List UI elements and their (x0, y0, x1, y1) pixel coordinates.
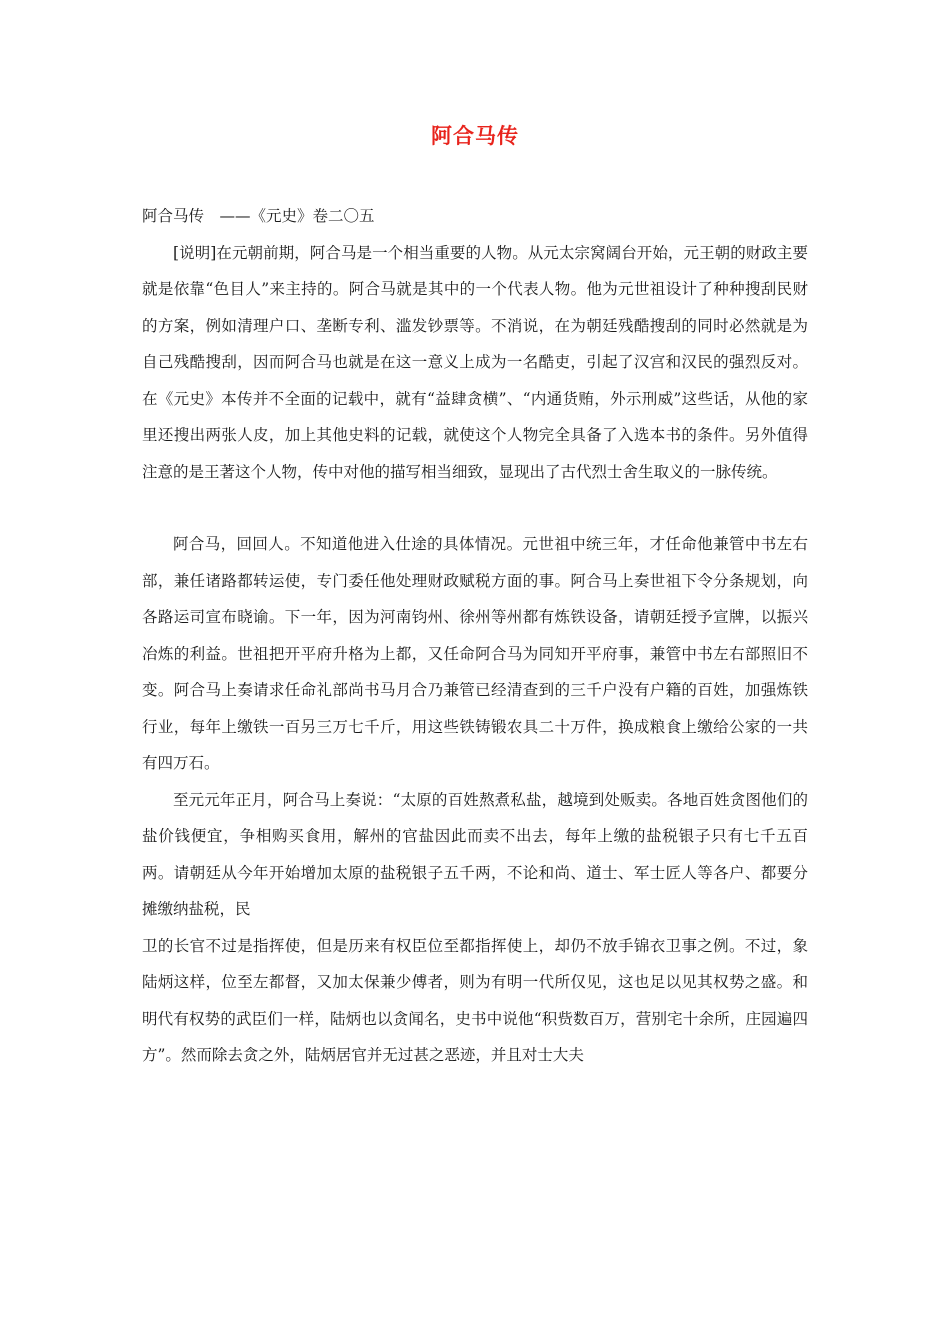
paragraph-spacer (142, 490, 808, 526)
paragraph-2: 至元元年正月，阿合马上奏说：“太原的百姓熬煮私盐，越境到处贩卖。各地百姓贪图他们的盐价钱便宜，争相购买食用，解州的官盐因此而卖不出去，每年上缴的盐税银子只有七千五百两。请朝廷从今年开始增加太原的盐税银子五千两，不论和尚、道士、军士匠人等各户、都要分摊缴纳盐税，民 (142, 790, 808, 918)
paragraph-3: 卫的长官不过是指挥使，但是历来有权臣位至都指挥使上，却仍不放手锦衣卫事之例。不过，象陆炳这样，位至左都督，又加太保兼少傅者，则为有明一代所仅见，这也足以见其权势之盛。和明代有权势的武臣们一样，陆炳也以贪闻名，史书中说他“积赀数百万，营别宅十余所，庄园遍四方”。然而除去贪之外，陆炳居官并无过甚之恶迹，并且对士大夫 (142, 936, 808, 1064)
paragraph-intro: [说明]在元朝前期，阿合马是一个相当重要的人物。从元太宗窝阔台开始，元王朝的财政主要就是依靠“色目人”来主持的。阿合马就是其中的一个代表人物。他为元世祖设计了种种搜刮民财的方案，例如清理户口、垄断专利、滥发钞票等。不消说，在为朝廷残酷搜刮的同时必然就是为自己残酷搜刮，因而阿合马也就是在这一意义上成为一名酷吏，引起了汉宫和汉民的强烈反对。在《元史》本传并不全面的记载中，就有“益肆贪横”、“内通货贿，外示刑威”这些话，从他的家里还搜出两张人皮，加上其他史料的记载，就使这个人物完全具备了入选本书的条件。另外值得注意的是王著这个人物，传中对他的描写相当细致，显现出了古代烈士舍生取义的一脉传统。 (142, 243, 808, 481)
document-body (142, 198, 808, 1074)
paragraph-1: 阿合马，回回人。不知道他进入仕途的具体情况。元世祖中统三年，才任命他兼管中书左右部，兼任诸路都转运使，专门委任他处理财政赋税方面的事。阿合马上奏世祖下令分条规划，向各路运司宣布晓谕。下一年，因为河南钧州、徐州等州都有炼铁设备，请朝廷授予宣牌，以振兴冶炼的利益。世祖把开平府升格为上都，又任命阿合马为同知开平府事，兼管中书左右部照旧不变。阿合马上奏请求任命礼部尚书马月合乃兼管已经清查到的三千户没有户籍的百姓，加强炼铁行业，每年上缴铁一百另三万七千斤，用这些铁铸锻农具二十万件，换成粮食上缴给公家的一共有四万石。 (142, 535, 808, 772)
byline: 阿合马传 ——《元史》卷二〇五 (142, 207, 375, 225)
document-title: 阿合马传 (431, 124, 519, 148)
